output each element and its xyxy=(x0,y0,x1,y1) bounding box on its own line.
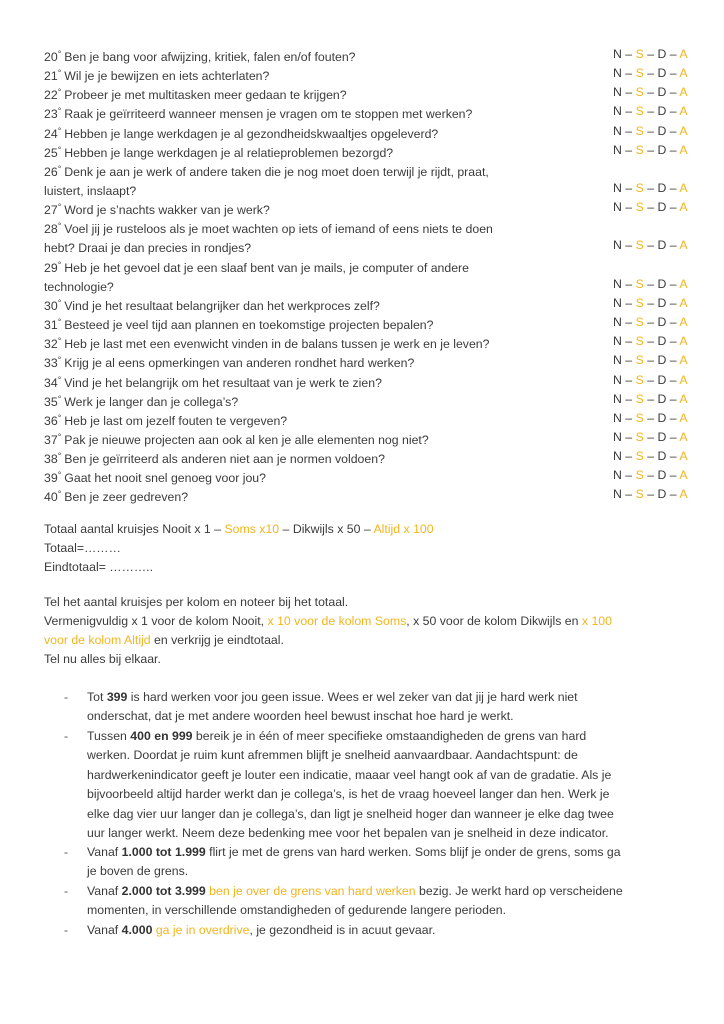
option-separator: – xyxy=(666,123,680,138)
option-altijd: A xyxy=(679,410,688,425)
option-dikwijls: D xyxy=(657,142,667,157)
question-number: 22 xyxy=(44,88,58,103)
question-row xyxy=(44,102,704,121)
option-separator: – xyxy=(666,276,680,291)
option-separator: – xyxy=(621,372,636,387)
instruction-3: voor de kolom Altijd en verkrijg je eindtotaal. xyxy=(44,633,284,647)
option-altijd: A xyxy=(679,353,688,368)
option-separator: – xyxy=(666,85,680,100)
totals-soms: Soms x10 xyxy=(224,522,280,536)
question-number: 20 xyxy=(44,50,58,64)
option-separator: – xyxy=(621,449,636,464)
option-nooit: N xyxy=(613,104,622,119)
option-separator: – xyxy=(621,468,636,483)
option-separator: – xyxy=(643,315,658,330)
option-separator: – xyxy=(666,430,680,444)
answer-options xyxy=(613,45,688,64)
option-separator: – xyxy=(643,85,658,100)
option-separator: – xyxy=(666,142,680,157)
question-text: 22° Probeer je met multitasken meer gedaan te krijgen? xyxy=(44,87,347,103)
option-soms: S xyxy=(635,123,644,138)
option-altijd: A xyxy=(679,487,688,502)
question-text: 34° Vind je het belangrijk om het resultaat van je werk te zien? xyxy=(44,374,382,390)
option-nooit: N xyxy=(613,372,622,387)
option-separator: – xyxy=(621,104,636,119)
question-row xyxy=(44,428,704,447)
answer-options xyxy=(613,390,688,409)
option-soms: S xyxy=(635,372,644,387)
option-dikwijls: D xyxy=(657,200,667,215)
option-soms: S xyxy=(635,104,644,119)
option-dikwijls: D xyxy=(657,315,667,330)
option-separator: – xyxy=(666,372,680,387)
degree-mark: ° xyxy=(57,393,62,404)
question-number: 38 xyxy=(44,452,58,467)
option-dikwijls: D xyxy=(657,468,667,483)
option-soms: S xyxy=(635,276,644,291)
question-text: 39° Gaat het nooit snel genoeg voor jou? xyxy=(44,470,266,486)
option-separator: – xyxy=(621,47,636,61)
question-number: 33 xyxy=(44,356,58,371)
option-separator: – xyxy=(666,47,680,61)
option-altijd: A xyxy=(679,315,688,330)
degree-mark: ° xyxy=(57,221,62,232)
option-dikwijls: D xyxy=(657,410,667,425)
option-soms: S xyxy=(635,295,644,310)
question-row xyxy=(44,217,704,255)
option-dikwijls: D xyxy=(657,104,667,119)
question-row xyxy=(44,294,704,313)
question-row xyxy=(44,83,704,102)
option-soms: S xyxy=(635,391,644,406)
option-nooit: N xyxy=(613,315,622,330)
question-number: 27 xyxy=(44,203,58,218)
degree-mark: ° xyxy=(57,144,62,155)
answer-options xyxy=(613,428,688,447)
degree-mark: ° xyxy=(57,125,62,136)
option-nooit: N xyxy=(613,66,622,81)
option-separator: – xyxy=(621,315,636,330)
option-dikwijls: D xyxy=(657,238,667,253)
option-dikwijls: D xyxy=(657,85,667,100)
question-number: 25 xyxy=(44,145,58,160)
option-altijd: A xyxy=(679,391,688,406)
option-separator: – xyxy=(621,200,636,215)
option-nooit: N xyxy=(613,295,622,310)
option-dikwijls: D xyxy=(657,66,667,81)
option-altijd: A xyxy=(679,66,688,81)
option-altijd: A xyxy=(679,142,688,157)
option-separator: – xyxy=(643,430,658,444)
totals-formula-text: Totaal aantal kruisjes Nooit x 1 – xyxy=(44,522,225,536)
question-text: 30° Vind je het resultaat belangrijker dan het werkproces zelf? xyxy=(44,297,380,313)
option-soms: S xyxy=(635,181,644,196)
answer-options xyxy=(613,198,688,217)
option-separator: – xyxy=(621,430,636,444)
option-separator: – xyxy=(666,104,680,119)
option-nooit: N xyxy=(613,238,622,253)
question-text: 33° Krijg je al eens opmerkingen van anderen rondhet hard werken? xyxy=(44,355,415,371)
option-soms: S xyxy=(635,66,644,81)
option-altijd: A xyxy=(679,468,688,483)
question-number: 28 xyxy=(44,222,58,237)
option-dikwijls: D xyxy=(657,487,667,502)
option-separator: – xyxy=(621,181,636,196)
option-dikwijls: D xyxy=(657,123,667,138)
option-separator: – xyxy=(643,372,658,387)
option-dikwijls: D xyxy=(657,334,667,349)
option-separator: – xyxy=(621,66,636,81)
option-separator: – xyxy=(643,200,658,215)
question-number: 40 xyxy=(44,490,58,505)
question-number: 34 xyxy=(44,375,58,390)
option-separator: – xyxy=(643,142,658,157)
answer-options xyxy=(613,466,688,485)
option-nooit: N xyxy=(613,123,622,138)
degree-mark: ° xyxy=(57,451,62,462)
option-altijd: A xyxy=(679,104,688,119)
option-dikwijls: D xyxy=(657,47,667,61)
option-separator: – xyxy=(643,238,658,253)
degree-mark: ° xyxy=(57,68,62,79)
answer-options xyxy=(613,294,688,313)
question-row xyxy=(44,409,704,428)
question-row xyxy=(44,45,704,64)
bullet-dash: - xyxy=(64,884,69,898)
question-row xyxy=(44,351,704,370)
option-nooit: N xyxy=(613,142,622,157)
question-text: 37° Pak je nieuwe projecten aan ook al ken je alle elementen nog niet? xyxy=(44,432,429,447)
degree-mark: ° xyxy=(57,87,62,98)
degree-mark: ° xyxy=(57,470,62,481)
question-number: 30 xyxy=(44,298,58,313)
totals-dikwijls: – Dikwijls x 50 – xyxy=(279,522,374,536)
question-row xyxy=(44,485,704,504)
question-text: 31° Besteed je veel tijd aan plannen en toekomstige projecten bepalen? xyxy=(44,317,434,333)
eindtotaal-line: Eindtotaal= ……….. xyxy=(44,560,154,574)
option-separator: – xyxy=(666,410,680,425)
option-nooit: N xyxy=(613,487,622,502)
degree-mark: ° xyxy=(57,259,62,270)
option-soms: S xyxy=(635,449,644,464)
degree-mark: ° xyxy=(57,49,62,59)
question-row xyxy=(44,332,704,351)
option-soms: S xyxy=(635,334,644,349)
option-separator: – xyxy=(643,353,658,368)
question-text: 32° Heb je last met een evenwicht vinden in de balans tussen je werk en je leven? xyxy=(44,336,490,352)
option-nooit: N xyxy=(613,353,622,368)
option-altijd: A xyxy=(679,372,688,387)
option-altijd: A xyxy=(679,334,688,349)
bullet-dash: - xyxy=(64,923,69,937)
option-separator: – xyxy=(666,238,680,253)
degree-mark: ° xyxy=(57,202,62,213)
question-row xyxy=(44,313,704,332)
question-text: 29° Heb je het gevoel dat je een slaaf bent van je mails, je computer of andere technologie? xyxy=(44,259,469,294)
option-nooit: N xyxy=(613,430,622,444)
question-number: 24 xyxy=(44,126,58,141)
question-row xyxy=(44,371,704,390)
option-separator: – xyxy=(666,391,680,406)
option-altijd: A xyxy=(679,449,688,464)
option-dikwijls: D xyxy=(657,276,667,291)
question-row xyxy=(44,160,704,198)
answer-options xyxy=(613,447,688,466)
option-dikwijls: D xyxy=(657,430,667,444)
question-text: 23° Raak je geïrriteerd wanneer mensen je vragen om te stoppen met werken? xyxy=(44,106,473,122)
option-soms: S xyxy=(635,200,644,215)
answer-options xyxy=(613,485,688,504)
document-page: 20° Ben je bang voor afwijzing, kritiek, falen en/of fouten? N – S – D – A 21° Wil je je bewijzen en iets achterlaten? N – S – D – A 22° Probeer je met multitasken meer gedaan te krijgen? N – S – D – A 23° Raak je geïrriteerd wanneer mensen je vragen om te stoppen met werken? N – S – D – A 24° Hebben je lange werkdagen je al gezondheidskwaaltjes opgeleverd? N – S – D – A 25° Hebben je lange werkdagen je al relatieproblemen bezorgd? N – S – D – A 26° Denk je aan je werk of andere taken die je nog moet doen terwijl je rijdt, praat, luistert, inslaapt? N – S – D – A 27° Word je s’nachts wakker van je werk? N – S – D – A 28° Voel jij je rusteloos als je moet wachten op iets of iemand of eens niets te doen hebt? Draai je dan precies in rondjes? N – S – D – A 29° Heb je het gevoel dat je een slaaf bent van je mails, je computer of andere technologie? N – S – D – A 30° Vind je het resultaat belangrijker dan het werkproces zelf? N – S – D – A 31° Besteed je veel tijd aan plannen en toekomstige projecten bepalen? N – S – D – A 32° Heb je last met een evenwicht vinden in de balans tussen je werk en je leven? N – S – D – A 33° Krijg je al eens opmerkingen van anderen rondhet hard werken? N – S – D – A 34° Vind je het belangrijk om het resultaat van je werk te zien? N – S – D – A 35° Werk je langer dan je collega’s? N – S – D – A 36° Heb je last om jezelf fouten te vergeven? N – S – D – A 37° Pak je nieuwe projecten aan ook al ken je alle elementen nog niet? N – S – D – A 38° Ben je geïrriteerd als anderen niet aan je normen voldoen? N – S – D – A 39° Gaat het nooit snel genoeg voor jou? N – S – D – A 40° Ben je zeer gedreven? N – S – D – A Totaal aantal kruisjes Nooit x 1 – Soms x10 – Dikwijls x 50 – Altijd x 100 Totaal=……… Eindtotaal= ……….. Tel het aantal kruisjes per kolom en noteer bij het totaal. Vermenigvuldig x 1 voor de kolom Nooit, x 10 voor de kolom Soms, x 50 voor de kolom Dikwijls en x 100 voor de kolom Altijd en verkrijg je eindtotaal. Tel nu alles bij elkaar. - Tot 399 is hard werken voor jou geen issue. Wees er wel zeker van dat jij je hard werk niet onderschat, dat je met andere woorden heel bewust inschat hoe hard je werkt. - Tussen 400 en 999 bereik je in één of meer specifieke omstaandigheden de grens van hard werken. Doordat je ruim kunt afremmen blijft je snelheid aanvaardbaar. Aandachtspunt: de hardwerkenindicator geeft je louter een indicatie, maaar veel hangt ook af van de gradatie. Als je bijvoorbeeld altijd harder werkt dan je collega’s, is het de vraag hoeveel langer dan hen. Werk je elke dag vier uur langer dan je collega’s, dan ligt je snelheid hoger dan wanneer je elke dag twee uur langer werkt. Neem deze bedenking mee voor het bepalen van je snelheid in deze indicator. - Vanaf 1.000 tot 1.999 flirt je met de grens van hard werken. Soms blijf je onder de grens, soms ga je boven de grens. - Vanaf 2.000 tot 3.999 ben je over de grens van hard werken bezig. Je werkt hard op verscheidene momenten, in verschillende omstandigheden of gedurende langere perioden. - Vanaf 4.000 ga je in overdrive, je gezondheid is in acuut gevaar. xyxy=(0,0,724,1024)
option-separator: – xyxy=(666,468,680,483)
option-soms: S xyxy=(635,315,644,330)
question-text: 20° Ben je bang voor afwijzing, kritiek, falen en/of fouten? xyxy=(44,49,356,64)
option-separator: – xyxy=(621,276,636,291)
option-nooit: N xyxy=(613,181,622,196)
option-soms: S xyxy=(635,85,644,100)
option-altijd: A xyxy=(679,123,688,138)
option-separator: – xyxy=(643,410,658,425)
option-altijd: A xyxy=(679,295,688,310)
answer-options xyxy=(613,141,688,160)
option-nooit: N xyxy=(613,391,622,406)
bullet-dash: - xyxy=(64,845,69,859)
answer-options xyxy=(613,275,688,294)
degree-mark: ° xyxy=(57,432,62,442)
option-separator: – xyxy=(666,449,680,464)
option-dikwijls: D xyxy=(657,353,667,368)
option-altijd: A xyxy=(679,430,688,444)
option-separator: – xyxy=(643,468,658,483)
option-separator: – xyxy=(621,487,636,502)
answer-options xyxy=(613,371,688,390)
question-text: 25° Hebben je lange werkdagen je al relatieproblemen bezorgd? xyxy=(44,144,394,160)
degree-mark: ° xyxy=(57,412,62,423)
option-altijd: A xyxy=(679,47,688,61)
option-altijd: A xyxy=(679,200,688,215)
question-number: 36 xyxy=(44,413,58,428)
question-number: 35 xyxy=(44,394,58,409)
option-separator: – xyxy=(621,410,636,425)
question-row xyxy=(44,447,704,466)
question-number: 21 xyxy=(44,69,58,84)
degree-mark: ° xyxy=(57,106,62,117)
option-nooit: N xyxy=(613,449,622,464)
option-separator: – xyxy=(643,487,658,502)
answer-options xyxy=(613,409,688,428)
option-separator: – xyxy=(666,487,680,502)
question-number: 39 xyxy=(44,471,58,486)
degree-mark: ° xyxy=(57,163,62,174)
option-soms: S xyxy=(635,47,644,61)
question-text: 28° Voel jij je rusteloos als je moet wachten op iets of iemand of eens niets te doen hebt? Draai je dan precies in rondjes? xyxy=(44,221,493,256)
option-separator: – xyxy=(643,449,658,464)
option-separator: – xyxy=(643,181,658,196)
option-altijd: A xyxy=(679,276,688,291)
option-altijd: A xyxy=(679,238,688,253)
option-separator: – xyxy=(621,334,636,349)
question-number: 26 xyxy=(44,164,58,179)
question-number: 31 xyxy=(44,318,58,333)
option-soms: S xyxy=(635,353,644,368)
option-separator: – xyxy=(643,334,658,349)
option-dikwijls: D xyxy=(657,391,667,406)
question-text: 24° Hebben je lange werkdagen je al gezondheidskwaaltjes opgeleverd? xyxy=(44,125,439,141)
option-nooit: N xyxy=(613,200,622,215)
question-row xyxy=(44,390,704,409)
instruction-1: Tel het aantal kruisjes per kolom en noteer bij het totaal. xyxy=(44,595,349,609)
question-text: 38° Ben je geïrriteerd als anderen niet aan je normen voldoen? xyxy=(44,451,385,467)
degree-mark: ° xyxy=(57,297,62,308)
option-separator: – xyxy=(643,66,658,81)
option-nooit: N xyxy=(613,85,622,100)
option-separator: – xyxy=(621,295,636,310)
answer-options xyxy=(613,102,688,121)
option-separator: – xyxy=(666,66,680,81)
option-separator: – xyxy=(643,104,658,119)
question-text: 36° Heb je last om jezelf fouten te vergeven? xyxy=(44,412,288,428)
degree-mark: ° xyxy=(57,355,62,366)
option-separator: – xyxy=(666,181,680,196)
option-separator: – xyxy=(621,142,636,157)
option-separator: – xyxy=(666,353,680,368)
option-separator: – xyxy=(621,85,636,100)
totals-altijd: Altijd x 100 xyxy=(373,522,434,536)
question-row xyxy=(44,64,704,83)
question-number: 29 xyxy=(44,260,58,275)
answer-options xyxy=(613,83,688,102)
option-nooit: N xyxy=(613,334,622,349)
option-separator: – xyxy=(666,334,680,349)
answer-options xyxy=(613,122,688,141)
option-separator: – xyxy=(621,238,636,253)
instruction-4: Tel nu alles bij elkaar. xyxy=(44,652,161,666)
degree-mark: ° xyxy=(57,317,62,328)
question-text: 27° Word je s’nachts wakker van je werk? xyxy=(44,202,270,218)
option-separator: – xyxy=(621,353,636,368)
question-number: 23 xyxy=(44,107,58,122)
option-dikwijls: D xyxy=(657,372,667,387)
question-number: 32 xyxy=(44,337,58,352)
bullet-dash: - xyxy=(64,690,69,704)
instruction-2: Vermenigvuldig x 1 voor de kolom Nooit, x 10 voor de kolom Soms, x 50 voor de kolom Dikwijls en x 100 xyxy=(44,614,612,628)
question-number: 37 xyxy=(44,433,58,447)
answer-options xyxy=(613,236,688,255)
totals-formula xyxy=(44,520,684,539)
option-soms: S xyxy=(635,142,644,157)
option-dikwijls: D xyxy=(657,181,667,196)
question-row xyxy=(44,141,704,160)
option-nooit: N xyxy=(613,276,622,291)
option-separator: – xyxy=(666,315,680,330)
option-separator: – xyxy=(621,123,636,138)
option-nooit: N xyxy=(613,410,622,425)
option-altijd: A xyxy=(679,181,688,196)
question-row xyxy=(44,198,704,217)
option-separator: – xyxy=(666,200,680,215)
totaal-line: Totaal=……… xyxy=(44,541,121,555)
option-separator: – xyxy=(643,276,658,291)
bullet-dash: - xyxy=(64,729,69,743)
option-nooit: N xyxy=(613,47,622,61)
option-separator: – xyxy=(643,391,658,406)
option-dikwijls: D xyxy=(657,295,667,310)
degree-mark: ° xyxy=(57,489,62,500)
option-separator: – xyxy=(643,47,658,61)
question-text: 26° Denk je aan je werk of andere taken die je nog moet doen terwijl je rijdt, praat, luistert, inslaapt? xyxy=(44,163,489,198)
answer-options xyxy=(613,64,688,83)
answer-options xyxy=(613,313,688,332)
degree-mark: ° xyxy=(57,374,62,385)
option-separator: – xyxy=(643,295,658,310)
option-soms: S xyxy=(635,238,644,253)
answer-options xyxy=(613,179,688,198)
answer-options xyxy=(613,351,688,370)
question-text: 21° Wil je je bewijzen en iets achterlaten? xyxy=(44,68,270,84)
option-altijd: A xyxy=(679,85,688,100)
option-dikwijls: D xyxy=(657,449,667,464)
question-row xyxy=(44,466,704,485)
option-separator: – xyxy=(643,123,658,138)
question-row xyxy=(44,122,704,141)
question-text: 35° Werk je langer dan je collega’s? xyxy=(44,393,239,409)
option-soms: S xyxy=(635,430,644,444)
option-nooit: N xyxy=(613,468,622,483)
option-soms: S xyxy=(635,487,644,502)
option-separator: – xyxy=(621,391,636,406)
option-soms: S xyxy=(635,410,644,425)
answer-options xyxy=(613,332,688,351)
degree-mark: ° xyxy=(57,336,62,347)
option-soms: S xyxy=(635,468,644,483)
question-row xyxy=(44,256,704,294)
question-text: 40° Ben je zeer gedreven? xyxy=(44,489,189,505)
option-separator: – xyxy=(666,295,680,310)
